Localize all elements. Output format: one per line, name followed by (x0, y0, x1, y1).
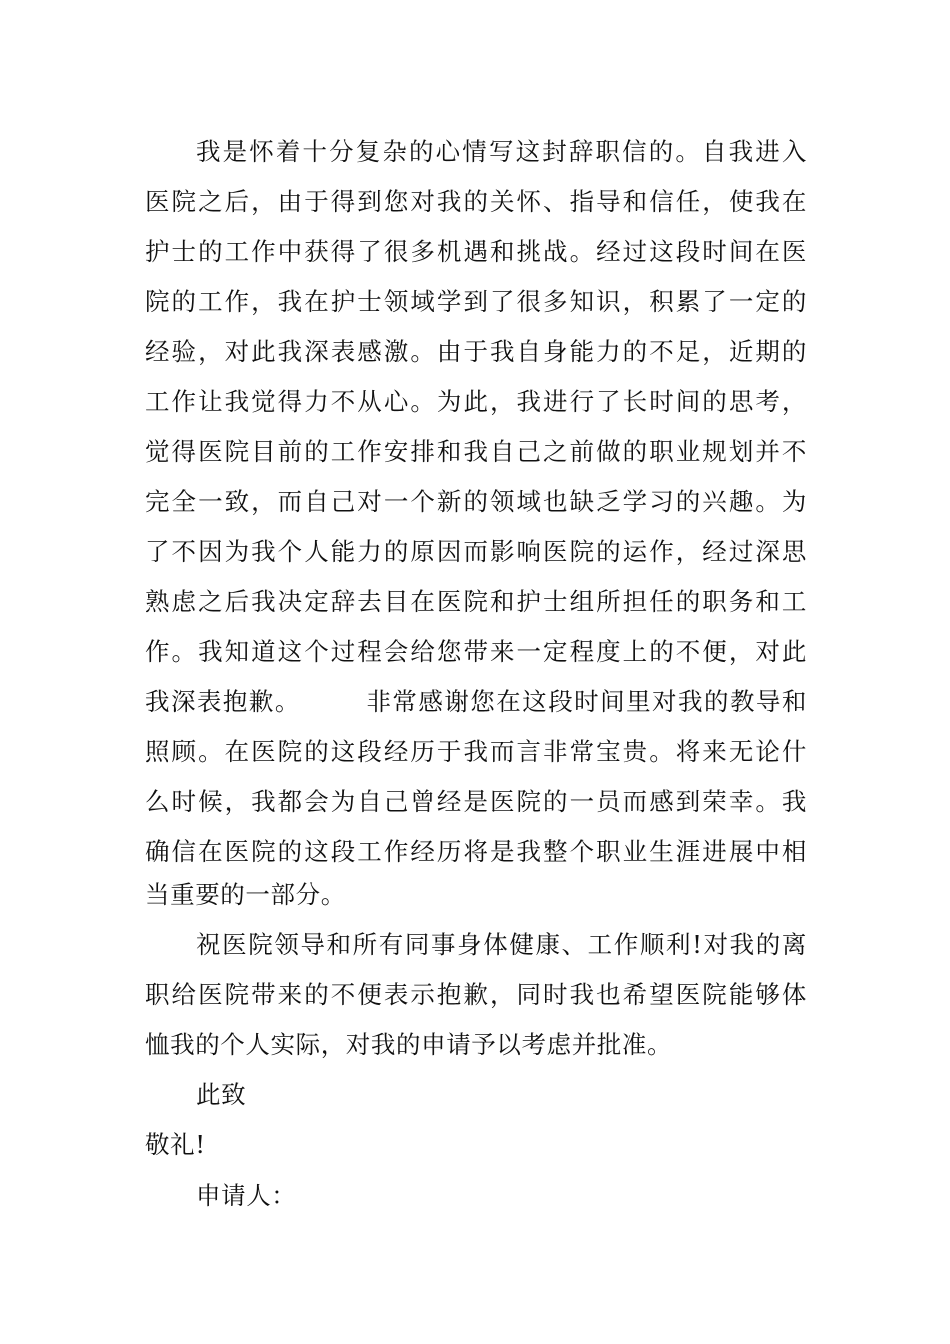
applicant-label: 申请人： (196, 1181, 297, 1210)
closing-ci-zhi: 此致 (196, 1080, 247, 1109)
paragraph-1-line-14: 么时候，我都会为自己曾经是医院的一员而感到荣幸。我 (145, 787, 807, 816)
paragraph-1-line-15: 确信在医院的这段工作经历将是我整个职业生涯进展中相 (145, 837, 807, 866)
paragraph-1-line-7: 觉得医院目前的工作安排和我自己之前做的职业规划并不 (145, 437, 807, 466)
paragraph-1-line-11: 作。我知道这个过程会给您带来一定程度上的不便，对此 (145, 637, 807, 666)
paragraph-1-line-1: 我是怀着十分复杂的心情写这封辞职信的。自我进入 (196, 137, 807, 166)
paragraph-2-line-2: 职给医院带来的不便表示抱歉，同时我也希望医院能够体 (145, 980, 807, 1009)
paragraph-1-line-2: 医院之后，由于得到您对我的关怀、指导和信任，使我在 (145, 187, 807, 216)
paragraph-1-line-8: 完全一致，而自己对一个新的领域也缺乏学习的兴趣。为 (145, 487, 807, 516)
paragraph-1-line-10: 熟虑之后我决定辞去目在医院和护士组所担任的职务和工 (145, 587, 807, 616)
paragraph-1-line-3: 护士的工作中获得了很多机遇和挑战。经过这段时间在医 (145, 237, 807, 266)
paragraph-1-line-16: 当重要的一部分。 (145, 880, 346, 909)
paragraph-1-line-5: 经验，对此我深表感激。由于我自身能力的不足，近期的 (145, 337, 807, 366)
paragraph-1-line-4: 院的工作，我在护士领域学到了很多知识，积累了一定的 (145, 287, 807, 316)
paragraph-1-line-12: 我深表抱歉。 非常感谢您在这段时间里对我的教导和 (145, 687, 807, 716)
paragraph-1-line-13: 照顾。在医院的这段经历于我而言非常宝贵。将来无论什 (145, 737, 807, 766)
paragraph-2-line-3: 恤我的个人实际，对我的申请予以考虑并批准。 (145, 1030, 673, 1059)
closing-jing-li: 敬礼! (145, 1130, 206, 1159)
paragraph-1-line-9: 了不因为我个人能力的原因而影响医院的运作，经过深思 (145, 537, 807, 566)
paragraph-2-line-1: 祝医院领导和所有同事身体健康、工作顺利!对我的离 (196, 930, 807, 959)
paragraph-1-line-6: 工作让我觉得力不从心。为此，我进行了长时间的思考， (145, 387, 807, 416)
